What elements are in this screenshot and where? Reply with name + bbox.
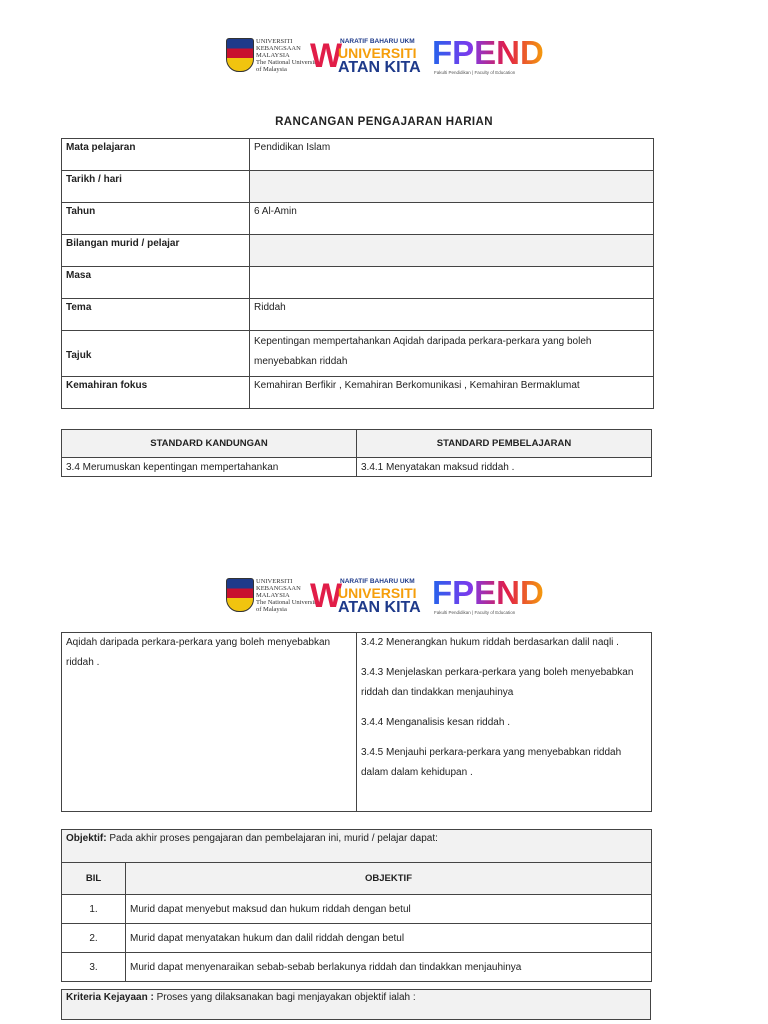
fpend-title: FPEND — [432, 34, 544, 71]
info-label: Kemahiran fokus — [62, 377, 250, 409]
standard-pembelajaran-item: 3.4.5 Menjauhi perkara-perkara yang menyebabkan riddah dalam dalam kehidupan . — [361, 747, 622, 778]
info-value: Kemahiran Berfikir , Kemahiran Berkomunikasi , Kemahiran Bermaklumat — [250, 377, 654, 409]
info-label: Tema — [62, 299, 250, 331]
standards-continuation-table — [61, 632, 652, 812]
naratif-line1: UNIVERSITI — [338, 585, 417, 601]
kriteria-row — [62, 990, 651, 1020]
info-row — [62, 171, 654, 203]
info-row — [62, 267, 654, 299]
bil-cell: 3. — [62, 953, 126, 982]
info-value: Kepentingan mempertahankan Aqidah daripada perkara-perkara yang boleh menyebabkan riddah — [250, 331, 654, 377]
objektif-cell: Murid dapat menyatakan hukum dan dalil riddah dengan betul — [126, 924, 652, 953]
standards-header-row — [62, 430, 652, 458]
naratif-logo — [310, 36, 422, 80]
objektif-intro-row — [62, 830, 652, 863]
info-row — [62, 377, 654, 409]
standards-table — [61, 429, 652, 477]
standard-pembelajaran-header: STANDARD PEMBELAJARAN — [357, 430, 652, 458]
table-row — [62, 458, 652, 477]
info-row — [62, 235, 654, 267]
objektif-intro-text: Pada akhir proses pengajaran dan pembelajaran ini, murid / pelajar dapat: — [106, 833, 438, 844]
naratif-letter: W — [310, 577, 343, 615]
ukm-logo — [224, 36, 320, 80]
fpend-logo — [432, 36, 544, 80]
kriteria-table — [61, 989, 651, 1020]
objektif-table — [61, 829, 652, 982]
page-title: RANCANGAN PENGAJARAN HARIAN — [275, 116, 493, 128]
standard-pembelajaran-cell — [357, 633, 652, 812]
info-value: 6 Al-Amin — [250, 203, 654, 235]
info-value: Riddah — [250, 299, 654, 331]
objektif-header: OBJEKTIF — [126, 863, 652, 895]
info-row — [62, 203, 654, 235]
ukm-logo — [224, 576, 320, 620]
naratif-small-text: NARATIF BAHARU UKM — [340, 578, 415, 585]
fpend-subtitle: Fakulti Pendidikan | Faculty of Education — [434, 610, 516, 615]
standard-pembelajaran-cell: 3.4.1 Menyatakan maksud riddah . — [357, 458, 652, 477]
info-value: Pendidikan Islam — [250, 139, 654, 171]
info-row — [62, 331, 654, 377]
fpend-subtitle: Fakulti Pendidikan | Faculty of Education — [434, 70, 516, 75]
standard-kandungan-cell: 3.4 Merumuskan kepentingan mempertahankan — [62, 458, 357, 477]
info-label: Tahun — [62, 203, 250, 235]
kriteria-label: Kriteria Kejayaan : — [66, 992, 154, 1003]
ukm-crest-icon — [226, 578, 254, 612]
info-value — [250, 235, 654, 267]
objektif-cell: Murid dapat menyebut maksud dan hukum riddah dengan betul — [126, 895, 652, 924]
objektif-intro — [62, 830, 652, 863]
standard-kandungan-cell: Aqidah daripada perkara-perkara yang boleh menyebabkan riddah . — [62, 633, 357, 812]
standard-kandungan-header: STANDARD KANDUNGAN — [62, 430, 357, 458]
info-value — [250, 267, 654, 299]
info-row — [62, 139, 654, 171]
standard-pembelajaran-item: 3.4.2 Menerangkan hukum riddah berdasarkan dalil naqli . — [361, 637, 619, 648]
kriteria-text: Proses yang dilaksanakan bagi menjayakan objektif ialah : — [153, 992, 416, 1003]
info-label: Masa — [62, 267, 250, 299]
info-table — [61, 138, 654, 409]
naratif-letter: W — [310, 37, 343, 75]
header-logos-page2 — [224, 576, 544, 620]
bil-header: BIL — [62, 863, 126, 895]
table-row — [62, 924, 652, 953]
objektif-label: Objektif: — [66, 833, 107, 844]
info-label: Tajuk — [62, 331, 250, 377]
bil-cell: 2. — [62, 924, 126, 953]
fpend-logo — [432, 576, 544, 620]
bil-cell: 1. — [62, 895, 126, 924]
naratif-logo — [310, 576, 422, 620]
info-label: Tarikh / hari — [62, 171, 250, 203]
standard-pembelajaran-item: 3.4.3 Menjelaskan perkara-perkara yang boleh menyebabkan riddah dan tindakkan menjauhinya — [361, 667, 634, 698]
ukm-logo-text: UNIVERSITI KEBANGSAAN MALAYSIA The National University of Malaysia — [256, 38, 320, 73]
table-row — [62, 633, 652, 812]
table-row — [62, 953, 652, 982]
objektif-header-row — [62, 863, 652, 895]
kriteria-cell — [62, 990, 651, 1020]
objektif-cell: Murid dapat menyenaraikan sebab-sebab berlakunya riddah dan tindakkan menjauhinya — [126, 953, 652, 982]
header-logos — [224, 36, 544, 80]
info-value — [250, 171, 654, 203]
ukm-logo-text: UNIVERSITI KEBANGSAAN MALAYSIA The National University of Malaysia — [256, 578, 320, 613]
info-label: Bilangan murid / pelajar — [62, 235, 250, 267]
naratif-line2: ATAN KITA — [338, 59, 421, 76]
table-row — [62, 895, 652, 924]
info-row — [62, 299, 654, 331]
fpend-title: FPEND — [432, 574, 544, 611]
info-label: Mata pelajaran — [62, 139, 250, 171]
naratif-line1: UNIVERSITI — [338, 45, 417, 61]
ukm-crest-icon — [226, 38, 254, 72]
standard-pembelajaran-item: 3.4.4 Menganalisis kesan riddah . — [361, 717, 510, 728]
naratif-small-text: NARATIF BAHARU UKM — [340, 38, 415, 45]
naratif-line2: ATAN KITA — [338, 599, 421, 616]
